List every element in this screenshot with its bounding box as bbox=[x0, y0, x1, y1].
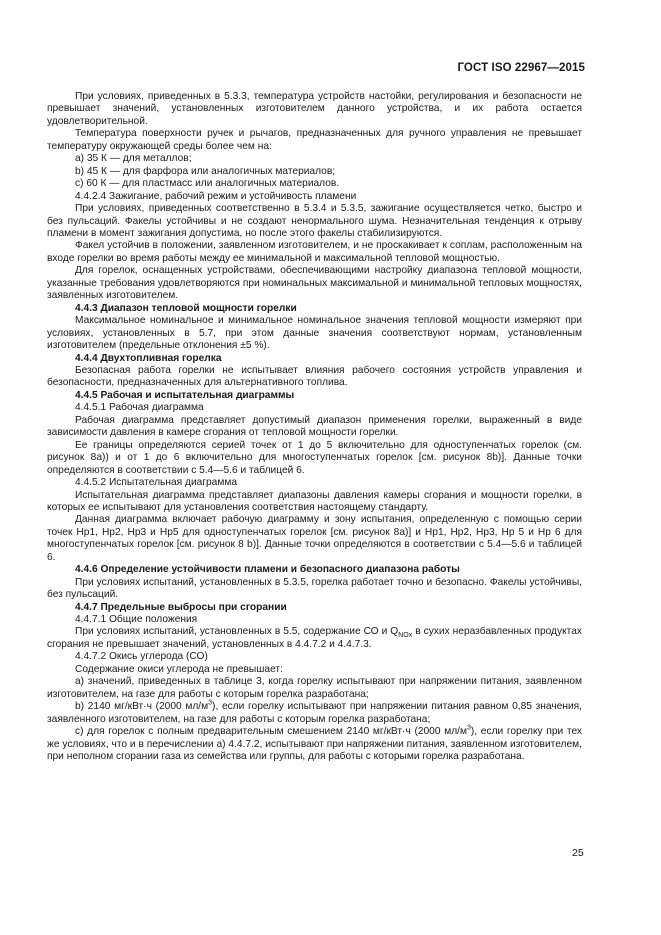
paragraph: Рабочая диаграмма представляет допустимый диапазон применения горелки, выраженный в виде зависимости давления в камере сгорания от тепловой мощности горелки. bbox=[47, 414, 582, 439]
section-heading: 4.4.5 Рабочая и испытательная диаграммы bbox=[75, 389, 295, 401]
superscript: 3 bbox=[208, 699, 213, 707]
paragraph: Данная диаграмма включает рабочую диаграмму и зону испытания, определенную с помощью серии точек Hp1, Hp2, Hp3 и Hp5 для одноступенчатых горелок [см. рисунок 8a)] и Hp1, Hp2, Hp3, Hp 5 и Hp 6 для многоступенчатых горелок [см. рисунок 8 b)]. Данные точки определяются в соответствии с 5.4—5.6 и таблицей 6. bbox=[47, 514, 582, 563]
text-run: ), если горелку испытывают при напряжении питания равном 0,85 значения, заявленного изготовителем, на газе для работы с которым горелка разработана; bbox=[47, 701, 582, 725]
text-run: b) 2140 мг/кВт·ч (2000 мл/м bbox=[75, 701, 209, 713]
subsection-heading: 4.4.5.1 Рабочая диаграмма bbox=[75, 402, 204, 414]
paragraph: При условиях испытаний, установленных в 5.3.5, горелка работает точно и безопасно. Факелы устойчивы, без пульсаций. bbox=[47, 576, 582, 601]
text-run: в сухих неразбавленных продуктах сгорания не превышает значений, установленных в 4.4.7.2 и 4.4.7.3. bbox=[47, 626, 582, 650]
list-item: c) 60 К — для пластмасс или аналогичных материалов. bbox=[75, 178, 340, 190]
section-heading: 4.4.4 Двухтопливная горелка bbox=[75, 352, 222, 364]
document-header: ГОСТ ISO 22967—2015 bbox=[457, 62, 585, 74]
list-item bbox=[47, 726, 582, 763]
list-item: a) значений, приведенных в таблице 3, когда горелку испытывают при напряжении питания, заявленном изготовителем, на газе для работы с которым горелка разработана; bbox=[47, 676, 582, 700]
paragraph: Ее границы определяются серией точек от 1 до 5 включительно для одноступенчатых горелок (см. рисунок 8a)) и от 1 до 6 включительно для многоступенчатых горелок [см. рисунок 8b)]. Данные точки определяются в соответствии с 5.4—5.6 и таблицей 6. bbox=[47, 439, 582, 476]
paragraph: Для горелок, оснащенных устройствами, обеспечивающими настройку диапазона тепловой мощности, указанные требования удовлетворяются при номинальных максимальной и минимальной тепловых мощностях, заявленных изготовителем. bbox=[47, 265, 582, 302]
superscript: 3 bbox=[466, 724, 471, 732]
subsection-heading: 4.4.7.2 Окись углерода (СО) bbox=[75, 651, 208, 663]
paragraph: Безопасная работа горелки не испытывает влияния рабочего состояния устройств управления и безопасности, предназначенных для альтернативного топлива. bbox=[47, 364, 582, 389]
section-heading: 4.4.6 Определение устойчивости пламени и безопасного диапазона работы bbox=[75, 564, 460, 576]
text-run: При условиях испытаний, установленных в 5.5, содержание СО и Q bbox=[75, 626, 399, 638]
list-item bbox=[47, 701, 582, 726]
paragraph: Температура поверхности ручек и рычагов, предназначенных для ручного управления не превышает температуру окружающей среды более чем на: bbox=[47, 128, 582, 152]
paragraph: При условиях, приведенных соответственно в 5.3.4 и 5.3.5, зажигание осуществляется четко, быстро и без пульсаций. Факелы устойчивы и не создают ненормального шума. Незначительная тенденция к отрыву пламени в момент зажигания допустима, но после этого факелы стабилизируются. bbox=[47, 203, 582, 239]
paragraph: Содержание окиси углерода не превышает: bbox=[75, 663, 283, 675]
subsection-heading: 4.4.5.2 Испытательная диаграмма bbox=[75, 477, 238, 489]
paragraph bbox=[47, 626, 582, 651]
text-run: c) для горелок с полным предварительным смешением 2140 мг/кВт·ч (2000 мл/м bbox=[75, 726, 467, 738]
paragraph: Максимальное номинальное и минимальное номинальное значения тепловой мощности измеряют при условиях, установленных в 5.7, при этом данные значения соответствуют нормам, установленным изготовителем (предельные отклонения ±5 %). bbox=[47, 315, 582, 352]
paragraph: При условиях, приведенных в 5.3.3, температура устройств настойки, регулирования и безопасности не превышает значений, установленных изготовителем данного устройства, и их работа остается удовлетворительной. bbox=[47, 91, 582, 127]
subscript: NOx bbox=[398, 632, 413, 640]
list-item: b) 45 К — для фарфора или аналогичных материалов; bbox=[75, 165, 336, 177]
page-number: 25 bbox=[572, 847, 584, 859]
subsection-heading: 4.4.7.1 Общие положения bbox=[75, 614, 198, 626]
list-item: a) 35 К — для металлов; bbox=[75, 153, 192, 165]
text-run: ), если горелку при тех же условиях, что и в перечислении a) 4.4.7.2, испытывают при напряжении питания, заявленном изготовителем, при неполном сгорании газа из семейства или группы, для работы с которыми горелка разработана. bbox=[47, 726, 582, 763]
section-heading: 4.4.3 Диапазон тепловой мощности горелки bbox=[75, 302, 297, 314]
paragraph: Факел устойчив в положении, заявленном изготовителем, и не проскакивает к соплам, расположенным на входе горелки во время работы между ее минимальной и максимальной тепловой мощностью. bbox=[47, 240, 582, 264]
page-body bbox=[47, 91, 582, 763]
section-heading: 4.4.7 Предельные выбросы при сгорании bbox=[75, 601, 287, 613]
subsection-heading: 4.4.2.4 Зажигание, рабочий режим и устойчивость пламени bbox=[75, 190, 357, 202]
paragraph: Испытательная диаграмма представляет диапазоны давления камеры сгорания и мощности горелки, в которых ее испытывают для установления соответствия настоящему стандарту. bbox=[47, 489, 582, 513]
